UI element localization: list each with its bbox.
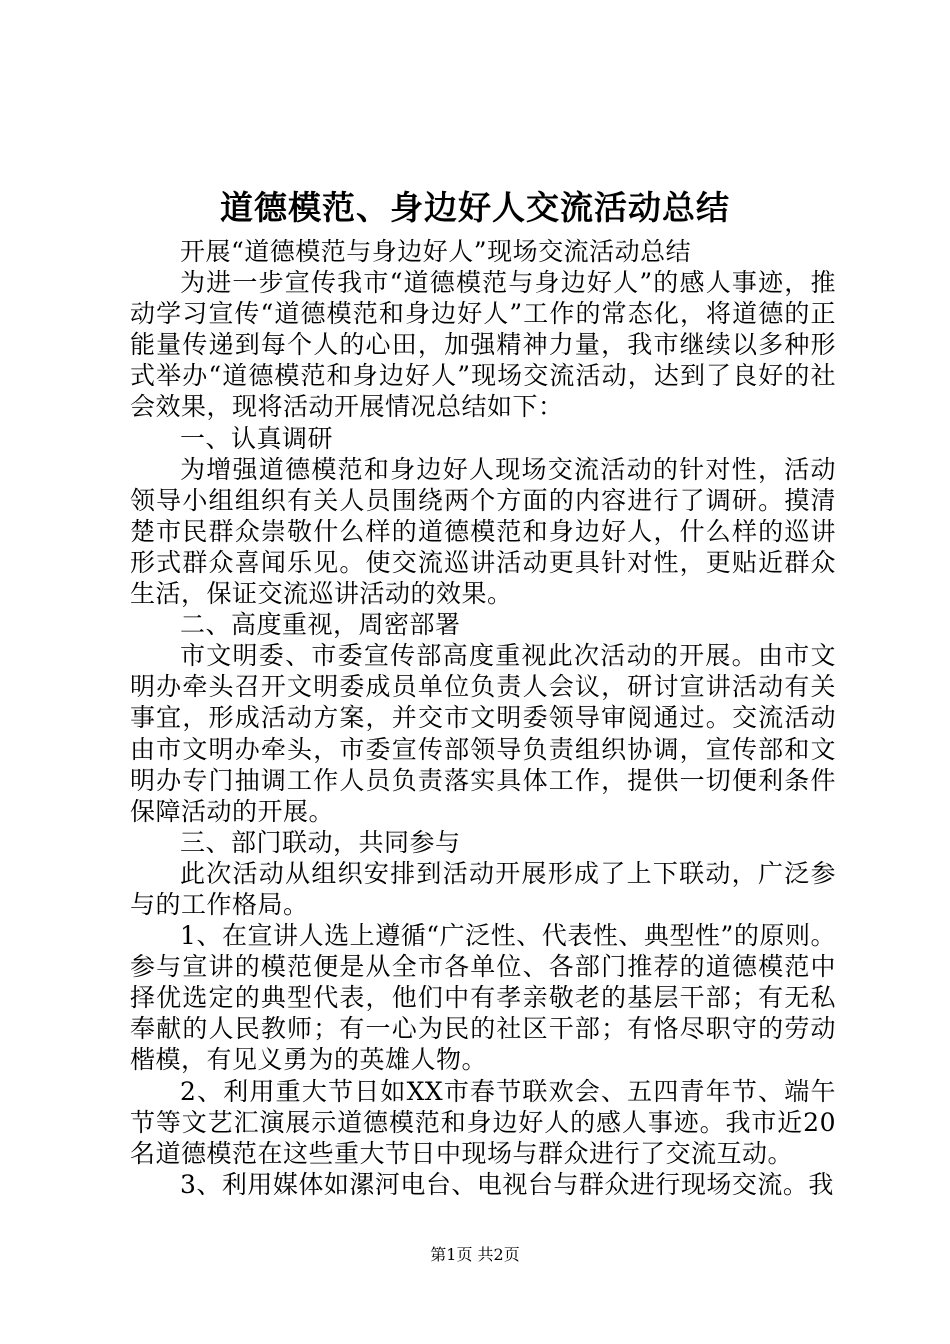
list-item-1: 1、在宣讲人选上遵循“广泛性、代表性、典型性”的原则。参与宣讲的模范便是从全市各单位、各部门推荐的道德模范中择优选定的典型代表，他们中有孝亲敬老的基层干部；有无私奉献的人民教师；有一心为民的社区干部；有恪尽职守的劳动楷模，有见义勇为的英雄人物。	[130, 921, 836, 1075]
section-paragraph-3: 此次活动从组织安排到活动开展形成了上下联动，广泛参与的工作格局。	[130, 858, 836, 919]
list-item-2: 2、利用重大节日如XX市春节联欢会、五四青年节、端午节等文艺汇演展示道德模范和身边好人的感人事迹。我市近20名道德模范在这些重大节日中现场与群众进行了交流互动。	[130, 1076, 836, 1168]
section-paragraph-2: 市文明委、市委宣传部高度重视此次活动的开展。由市文明办牵头召开文明委成员单位负责人会议，研讨宣讲活动有关事宜，形成活动方案，并交市文明委领导审阅通过。交流活动由市文明办牵头，市委宣传部领导负责组织协调，宣传部和文明办专门抽调工作人员负责落实具体工作，提供一切便利条件保障活动的开展。	[130, 641, 836, 826]
section-paragraph-1: 为增强道德模范和身边好人现场交流活动的针对性，活动领导小组组织有关人员围绕两个方面的内容进行了调研。摸清楚市民群众崇敬什么样的道德模范和身边好人，什么样的巡讲形式群众喜闻乐见。使交流巡讲活动更具针对性，更贴近群众生活，保证交流巡讲活动的效果。	[130, 454, 836, 609]
document-title: 道德模范、身边好人交流活动总结	[220, 188, 730, 227]
document-body	[130, 236, 836, 1200]
subtitle-paragraph: 开展“道德模范与身边好人”现场交流活动总结	[180, 237, 692, 266]
section-heading-1: 一、认真调研	[180, 423, 334, 453]
section-heading-2: 二、高度重视，周密部署	[180, 610, 461, 640]
section-heading-3: 三、部门联动，共同参与	[180, 827, 461, 857]
list-item-3: 3、利用媒体如漯河电台、电视台与群众进行现场交流。我	[180, 1169, 834, 1199]
intro-paragraph: 为进一步宣传我市“道德模范与身边好人”的感人事迹，推动学习宣传“道德模范和身边好人”工作的常态化，将道德的正能量传递到每个人的心田，加强精神力量，我市继续以多种形式举办“道德模范和身边好人”现场交流活动，达到了良好的社会效果，现将活动开展情况总结如下：	[130, 268, 836, 422]
page-footer: 第1页 共2页	[430, 1245, 520, 1264]
